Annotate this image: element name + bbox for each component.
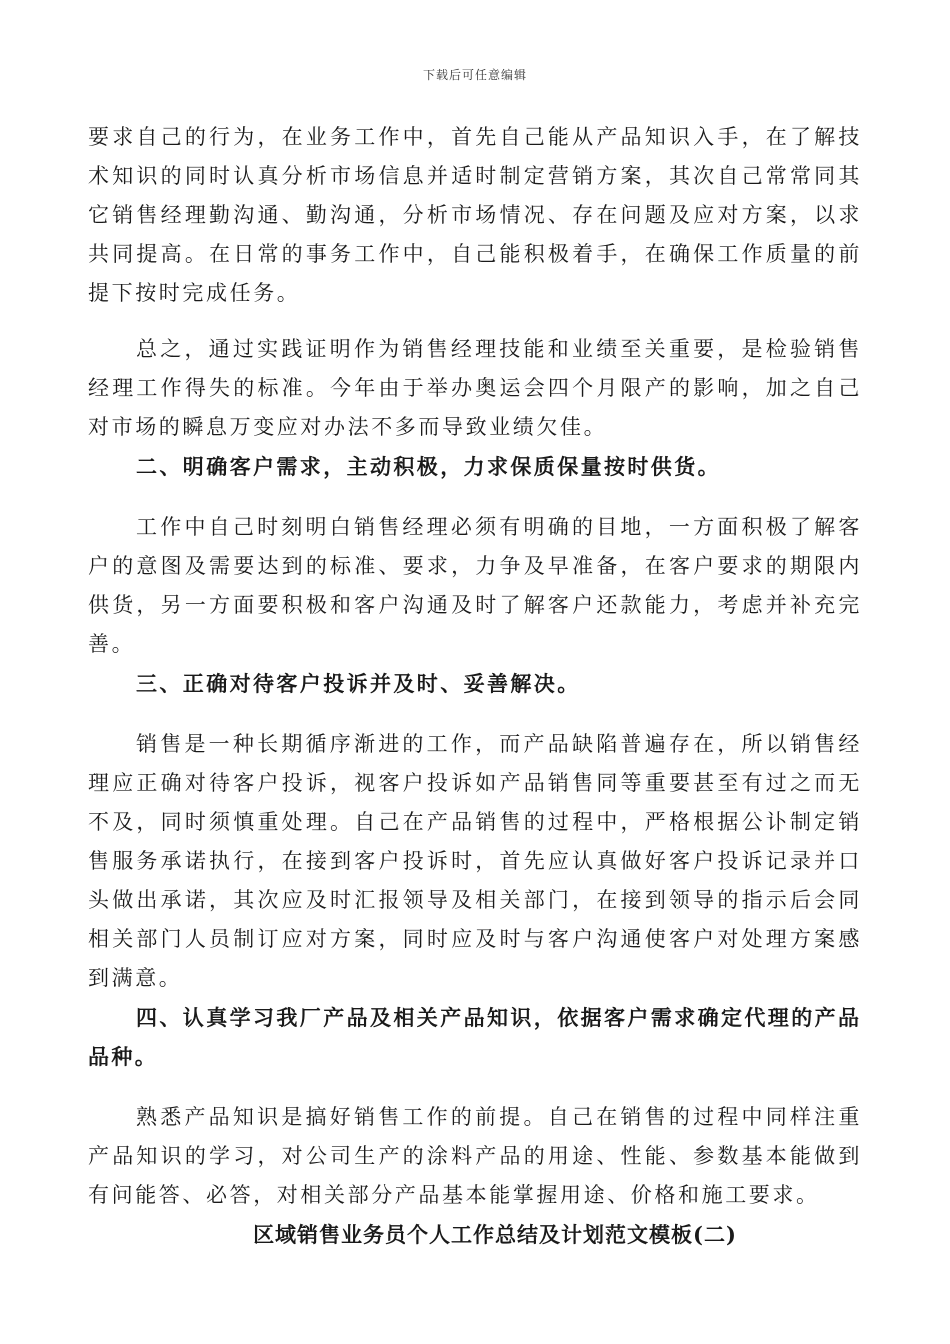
- paragraph-3: 工作中自己时刻明白销售经理必须有明确的目地，一方面积极了解客户的意图及需要达到的标准、要求，力争及早准备，在客户要求的期限内供货，另一方面要积极和客户沟通及时了解客户还款能力，考虑并补充完善。: [88, 515, 862, 656]
- section-heading-3: 三、正确对待客户投诉并及时、妥善解决。: [136, 671, 581, 696]
- paragraph-2: 总之，通过实践证明作为销售经理技能和业绩至关重要，是检验销售经理工作得失的标准。今年由于举办奥运会四个月限产的影响，加之自己对市场的瞬息万变应对办法不多而导致业绩欠佳。: [88, 337, 862, 439]
- document-body: [88, 118, 862, 1254]
- paragraph-4: 销售是一种长期循序渐进的工作，而产品缺陷普遍存在，所以销售经理应正确对待客户投诉，视客户投诉如产品销售同等重要甚至有过之而无不及，同时须慎重处理。自己在产品销售的过程中，严格根据公讣制定销售服务承诺执行，在接到客户投诉时，首先应认真做好客户投诉记录并口头做出承诺，其次应及时汇报领导及相关部门，在接到领导的指示后会同相关部门人员制订应对方案，同时应及时与客户沟通使客户对处理方案感到满意。: [88, 732, 862, 990]
- next-document-title: 区域销售业务员个人工作总结及计划范文模板(二): [253, 1222, 737, 1247]
- page-header-note: 下载后可任意编辑: [422, 68, 527, 82]
- paragraph-5: 熟悉产品知识是搞好销售工作的前提。自己在销售的过程中同样注重产品知识的学习，对公司生产的涂料产品的用途、性能、参数基本能做到有问能答、必答，对相关部分产品基本能掌握用途、价格和施工要求。: [88, 1105, 862, 1207]
- paragraph-1: 要求自己的行为，在业务工作中，首先自己能从产品知识入手，在了解技术知识的同时认真分析市场信息并适时制定营销方案，其次自己常常同其它销售经理勤沟通、勤沟通，分析市场情况、存在问题及应对方案，以求共同提高。在日常的事务工作中，自己能积极着手，在确保工作质量的前提下按时完成任务。: [88, 125, 862, 305]
- section-heading-2: 二、明确客户需求，主动积极，力求保质保量按时供货。: [136, 454, 721, 479]
- section-heading-4: 四、认真学习我厂产品及相关产品知识，依据客户需求确定代理的产品品种。: [88, 1005, 862, 1069]
